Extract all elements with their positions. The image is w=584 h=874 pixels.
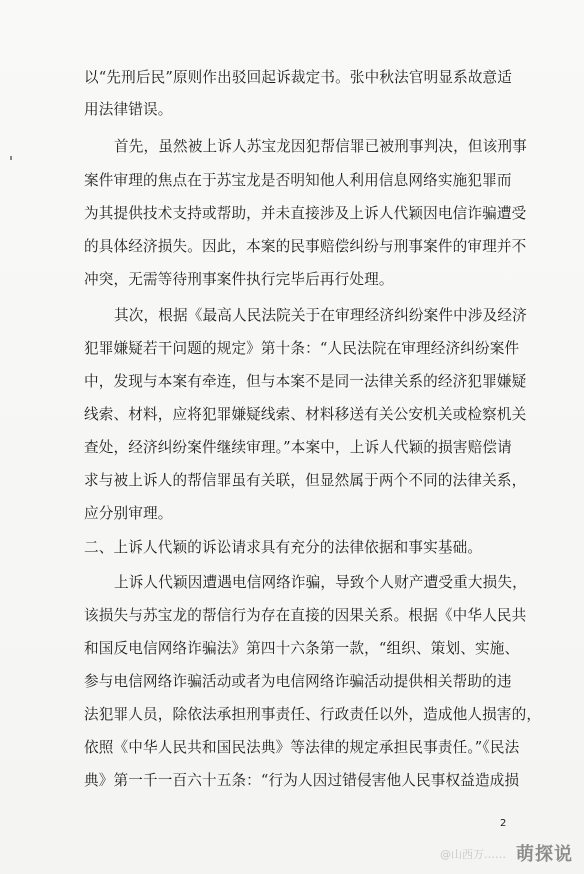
text-line: 线索、材料，应将犯罪嫌疑线索、材料移送有关公安机关或检察机关 <box>84 406 527 423</box>
text-line: 用法律错误。 <box>84 101 173 118</box>
text-line: 中，发现与本案有牵连，但与本案不是同一法律关系的经济犯罪嫌疑 <box>84 373 527 390</box>
paragraph-first-line: 其次，根据《最高人民法院关于在审理经济纠纷案件中涉及经济 <box>114 307 527 324</box>
text-line: 法犯罪人员，除依法承担刑事责任、行政责任以外，造成他人损害的， <box>84 706 542 723</box>
text-line: 参与电信网络诈骗活动或者为电信网络诈骗活动提供相关帮助的违 <box>84 673 512 690</box>
text-line: 冲突，无需等待刑事案件执行完毕后再行处理。 <box>84 271 394 288</box>
text-line: 的具体经济损失。因此，本案的民事赔偿纠纷与刑事案件的审理并不 <box>84 238 527 255</box>
paragraph-first-line: 上诉人代颖因遭遇电信网络诈骗，导致个人财产遭受重大损失， <box>114 574 527 591</box>
text-line: 以“先刑后民”原则作出驳回起诉裁定书。张中秋法官明显系故意适 <box>84 69 513 86</box>
text-line: 典》第一千一百六十五条：“行为人因过错侵害他人民事权益造成损 <box>84 772 520 789</box>
text-line: 依照《中华人民共和国民法典》等法律的规定承担民事责任。”《民法 <box>84 739 520 756</box>
paragraph-first-line: 首先，虽然被上诉人苏宝龙因犯帮信罪已被刑事判决，但该刑事 <box>114 138 527 155</box>
text-line: 犯罪嫌疑若干问题的规定》第十条：“人民法院在审理经济纠纷案件 <box>84 340 520 357</box>
text-line: 该损失与苏宝龙的帮信行为存在直接的因果关系。根据《中华人民共 <box>84 607 527 624</box>
text-line: 求与被上诉人的帮信罪虽有关联，但显然属于两个不同的法律关系， <box>84 472 527 489</box>
text-line: 为其提供技术支持或帮助，并未直接涉及上诉人代颖因电信诈骗遭受 <box>84 205 527 222</box>
brand-logo: 萌探说 <box>516 844 573 865</box>
text-line: 应分别审理。 <box>84 505 173 522</box>
watermark-text: @山西万…… <box>440 848 506 861</box>
margin-mark <box>10 156 12 160</box>
text-line: 和国反电信网络诈骗法》第四十六条第一款，“组织、策划、实施、 <box>84 640 520 657</box>
section-heading: 二、上诉人代颖的诉讼请求具有充分的法律依据和事实基础。 <box>84 539 483 556</box>
text-line: 查处，经济纠纷案件继续审理。”本案中，上诉人代颖的损害赔偿请 <box>84 439 512 456</box>
page-number: 2 <box>500 818 507 829</box>
text-line: 案件审理的焦点在于苏宝龙是否明知他人利用信息网络实施犯罪而 <box>84 172 512 189</box>
